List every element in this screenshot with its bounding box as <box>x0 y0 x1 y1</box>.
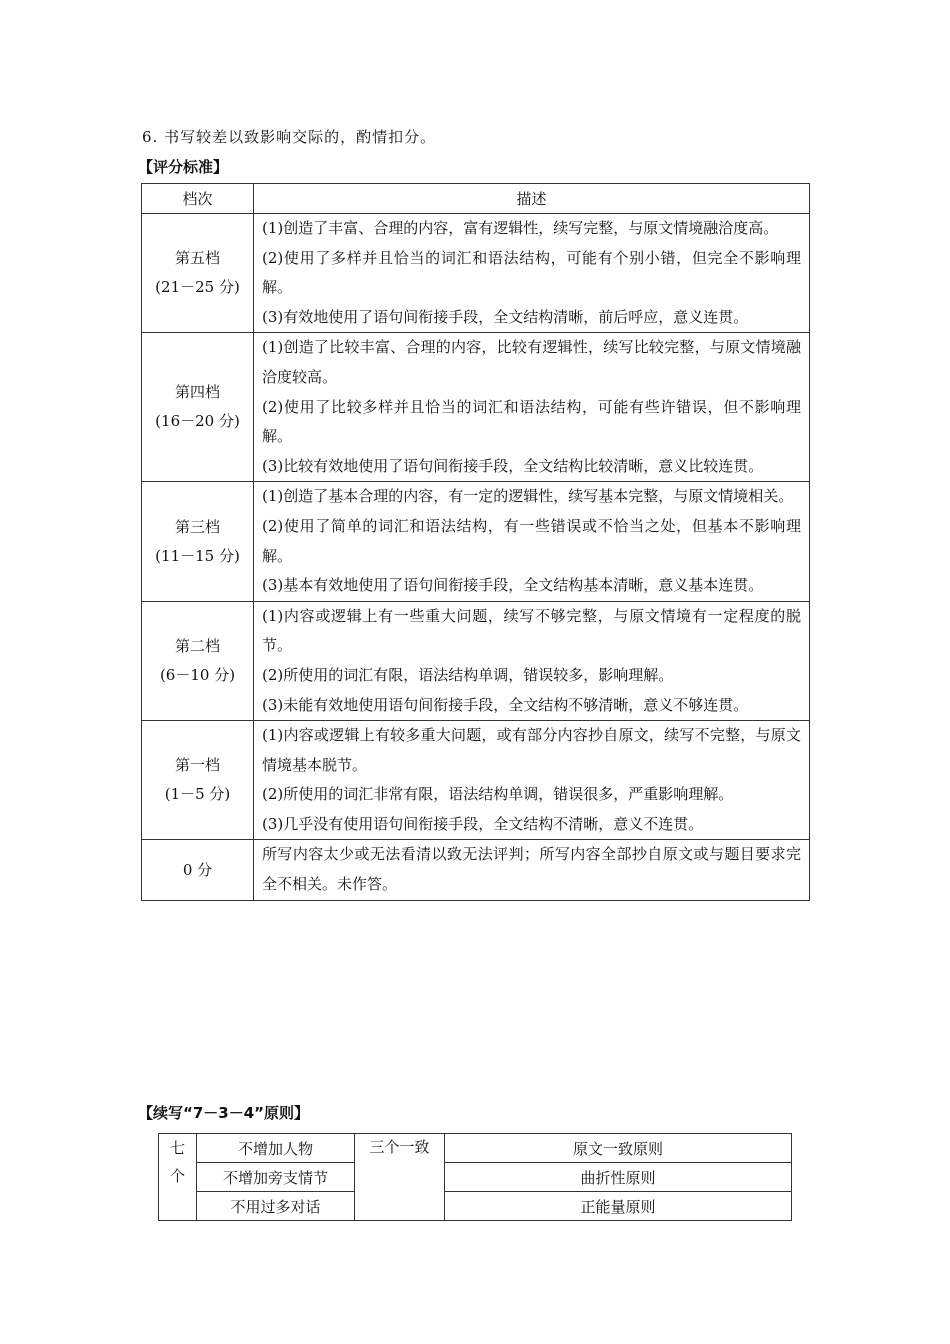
level-range: (21－25 分) <box>155 278 240 297</box>
three-label: 三个一致 <box>355 1134 445 1221</box>
description-column-header: 描述 <box>254 184 810 214</box>
level-cell <box>142 840 254 900</box>
description-cell <box>254 840 810 900</box>
level-cell <box>142 721 254 840</box>
table-row <box>142 601 810 720</box>
criterion: (3)有效地使用了语句间衔接手段，全文结构清晰，前后呼应，意义连贯。 <box>262 307 749 326</box>
description-cell <box>254 214 810 333</box>
table-row <box>142 333 810 482</box>
criterion: (1)创造了比较丰富、合理的内容，比较有逻辑性，续写比较完整，与原文情境融洽度较高。 <box>262 338 801 386</box>
criterion: (2)所使用的词汇非常有限，语法结构单调，错误很多，严重影响理解。 <box>262 785 734 804</box>
level-name: 第四档 <box>174 383 220 402</box>
description-cell <box>254 601 810 720</box>
criterion: (1)内容或逻辑上有较多重大问题，或有部分内容抄自原文，续写不完整，与原文情境基本脱节。 <box>262 726 801 774</box>
rule-heading: 【续写“7－3－4”原则】 <box>138 1104 310 1122</box>
criterion: (2)使用了简单的词汇和语法结构，有一些错误或不恰当之处，但基本不影响理解。 <box>262 516 801 565</box>
seven-item: 不增加人物 <box>197 1134 355 1163</box>
criterion: (1)创造了丰富、合理的内容，富有逻辑性，续写完整，与原文情境融洽度高。 <box>262 219 779 237</box>
level-range: (6－10 分) <box>159 665 236 684</box>
table-row <box>142 214 810 333</box>
criterion: (2)使用了比较多样并且恰当的词汇和语法结构，可能有些许错误，但不影响理解。 <box>262 397 801 446</box>
grading-header-row <box>142 184 810 214</box>
table-row <box>159 1192 792 1221</box>
level-name: 0 分 <box>182 860 213 879</box>
level-name: 第一档 <box>174 756 220 775</box>
description-cell <box>254 333 810 482</box>
criterion: (3)比较有效地使用了语句间衔接手段，全文结构比较清晰，意义比较连贯。 <box>262 456 764 475</box>
principle-item: 原文一致原则 <box>445 1134 792 1163</box>
seven-label <box>159 1134 197 1221</box>
criterion: (3)基本有效地使用了语句间衔接手段，全文结构基本清晰，意义基本连贯。 <box>262 576 764 595</box>
criterion: (2)所使用的词汇有限，语法结构单调，错误较多，影响理解。 <box>262 665 674 684</box>
level-name: 第二档 <box>174 636 220 655</box>
level-range: (1－5 分) <box>164 785 231 804</box>
level-range: (16－20 分) <box>155 412 240 431</box>
level-range: (11－15 分) <box>155 546 240 565</box>
criterion: (3)未能有效地使用语句间衔接手段，全文结构不够清晰，意义不够连贯。 <box>262 695 749 714</box>
principle-item: 曲折性原则 <box>445 1163 792 1192</box>
criterion: (1)创造了基本合理的内容，有一定的逻辑性，续写基本完整，与原文情境相关。 <box>262 487 794 506</box>
criterion: (1)内容或逻辑上有一些重大问题，续写不够完整，与原文情境有一定程度的脱节。 <box>262 606 801 655</box>
grading-table <box>141 183 810 901</box>
table-row <box>142 721 810 840</box>
level-column-header: 档次 <box>142 184 254 214</box>
description-cell <box>254 721 810 840</box>
criterion: 所写内容太少或无法看清以致无法评判；所写内容全部抄自原文或与题目要求完全不相关。未作答。 <box>262 845 801 894</box>
principle-item: 正能量原则 <box>445 1192 792 1221</box>
level-name: 第五档 <box>174 249 220 268</box>
seven-item: 不增加旁支情节 <box>197 1163 355 1192</box>
criterion: (3)几乎没有使用语句间衔接手段，全文结构不清晰，意义不连贯。 <box>262 814 704 833</box>
level-cell <box>142 482 254 601</box>
table-row <box>142 840 810 900</box>
level-cell <box>142 214 254 333</box>
level-cell <box>142 601 254 720</box>
grading-heading: 【评分标准】 <box>138 158 229 176</box>
description-cell <box>254 482 810 601</box>
table-row <box>159 1163 792 1192</box>
table-row <box>142 482 810 601</box>
level-name: 第三档 <box>174 517 220 536</box>
deduction-note: 6. 书写较差以致影响交际的，酌情扣分。 <box>142 128 437 146</box>
table-row <box>159 1134 792 1163</box>
seven-label-text: 七个 <box>169 1139 185 1185</box>
level-cell <box>142 333 254 482</box>
criterion: (2)使用了多样并且恰当的词汇和语法结构，可能有个别小错，但完全不影响理解。 <box>262 248 801 297</box>
rule-table <box>158 1133 792 1221</box>
seven-item: 不用过多对话 <box>197 1192 355 1221</box>
